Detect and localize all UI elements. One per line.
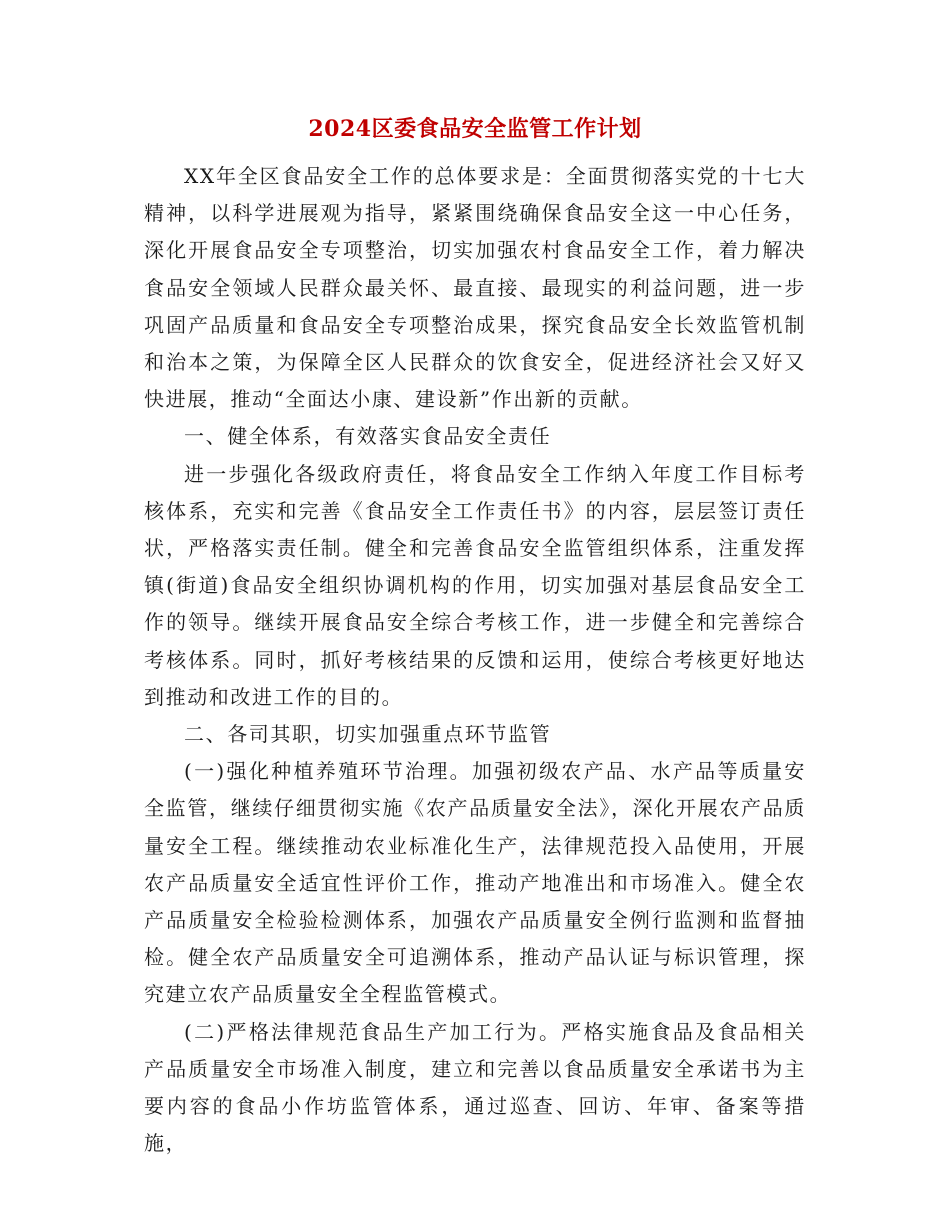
document-title: 2024区委食品安全监管工作计划 [308, 116, 642, 142]
paragraph-subsection-2: (二)严格法律规范食品生产加工行为。严格实施食品及食品相关产品质量安全市场准入制度，建立和完善以食品质量安全承诺书为主要内容的食品小作坊监管体系，通过巡查、回访、年审、备案等措施， [144, 1019, 806, 1156]
section-heading-1: 一、健全体系，有效落实食品安全责任 [184, 424, 552, 449]
section-heading-2: 二、各司其职，切实加强重点环节监管 [184, 722, 552, 747]
paragraph-intro: XX年全区食品安全工作的总体要求是：全面贯彻落实党的十七大精神，以科学进展观为指导，紧紧围绕确保食品安全这一中心任务，深化开展食品安全专项整治，切实加强农村食品安全工作，着力解决食品安全领域人民群众最关怀、最直接、最现实的利益问题，进一步巩固产品质量和食品安全专项整治成果，探究食品安全长效监管机制和治本之策，为保障全区人民群众的饮食安全，促进经济社会又好又快进展，推动“全面达小康、建设新”作出新的贡献。 [144, 164, 806, 412]
paragraph-section-1: 进一步强化各级政府责任，将食品安全工作纳入年度工作目标考核体系，充实和完善《食品安全工作责任书》的内容，层层签订责任状，严格落实责任制。健全和完善食品安全监管组织体系，注重发挥镇(街道)食品安全组织协调机构的作用，切实加强对基层食品安全工作的领导。继续开展食品安全综合考核工作，进一步健全和完善综合考核体系。同时，抓好考核结果的反馈和运用，使综合考核更好地达到推动和改进工作的目的。 [144, 461, 806, 709]
paragraph-subsection-1: (一)强化种植养殖环节治理。加强初级农产品、水产品等质量安全监管，继续仔细贯彻实施《农产品质量安全法》，深化开展农产品质量安全工程。继续推动农业标准化生产，法律规范投入品使用，开展农产品质量安全适宜性评价工作，推动产地准出和市场准入。健全农产品质量安全检验检测体系，加强农产品质量安全例行监测和监督抽检。健全农产品质量安全可追溯体系，推动产品认证与标识管理，探究建立农产品质量安全全程监管模式。 [144, 759, 806, 1007]
document-body [144, 158, 806, 1162]
